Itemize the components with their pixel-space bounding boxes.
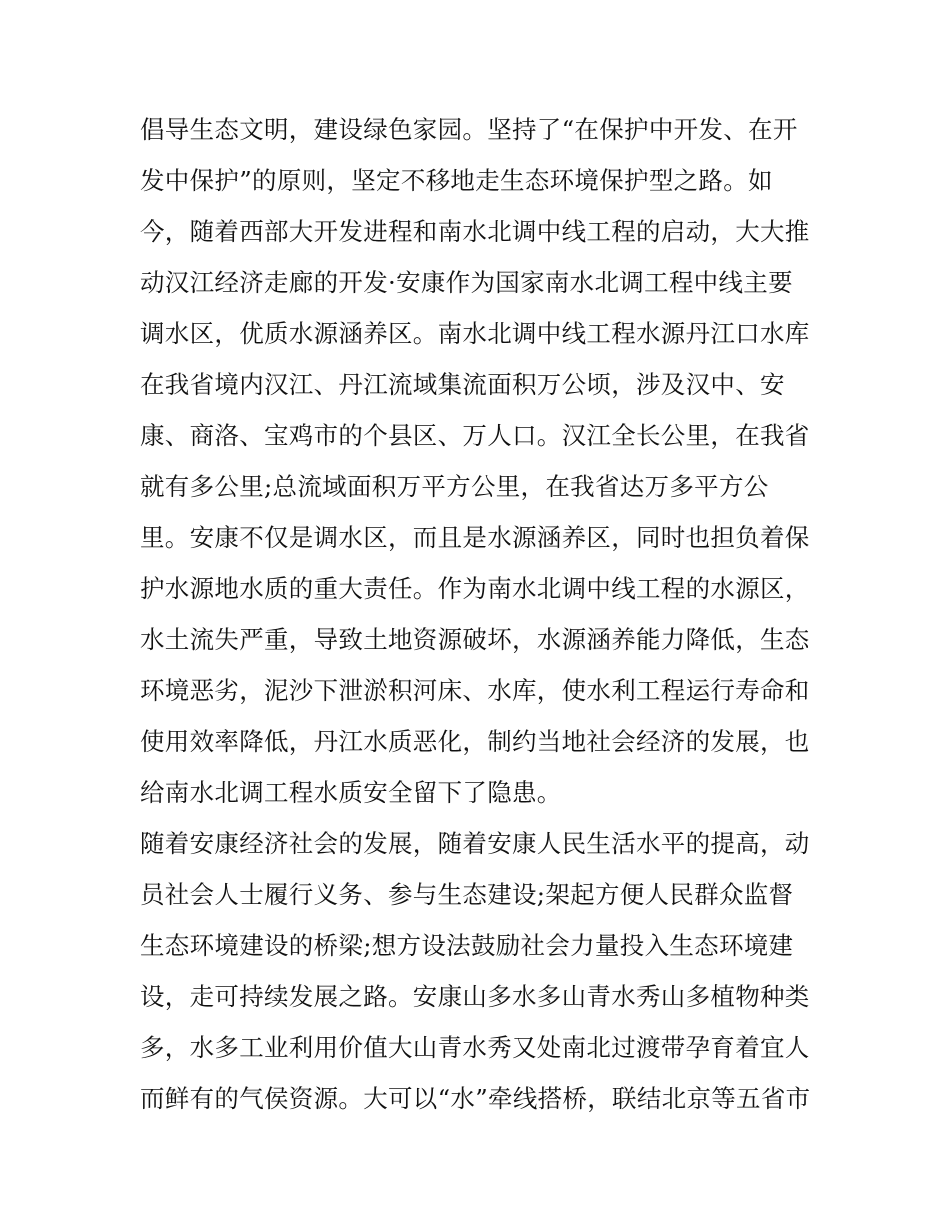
text-line: 在我省境内汉江、丹江流域集流面积万公顷，涉及汉中、安 (140, 370, 785, 399)
text-line: 使用效率降低，丹江水质恶化，制约当地社会经济的发展，也 (140, 727, 810, 756)
text-line: 动汉江经济走廊的开发·安康作为国家南水北调工程中线主要 (140, 268, 793, 297)
text-line: 康、商洛、宝鸡市的个县区、万人口。汉江全长公里，在我省 (140, 421, 810, 450)
text-line: 环境恶劣，泥沙下泄淤积河床、水库，使水利工程运行寿命和 (140, 676, 810, 705)
text-line: 今，随着西部大开发进程和南水北调中线工程的启动，大大推 (140, 217, 810, 246)
text-line: 随着安康经济社会的发展，随着安康人民生活水平的提高，动 (140, 829, 810, 858)
text-line: 多，水多工业利用价值大山青水秀又处南北过渡带孕育着宜人 (140, 1033, 810, 1062)
text-line: 调水区，优质水源涵养区。南水北调中线工程水源丹江口水库 (140, 319, 810, 348)
text-line: 而鲜有的气侯资源。大可以“水”牵线搭桥，联结北京等五省市 (140, 1084, 811, 1113)
text-line: 就有多公里;总流域面积万平方公里，在我省达万多平方公 (140, 472, 769, 501)
text-line: 生态环境建设的桥梁;想方设法鼓励社会力量投入生态环境建 (140, 931, 794, 960)
text-line: 里。安康不仅是调水区，而且是水源涵养区，同时也担负着保 (140, 523, 810, 552)
text-line: 护水源地水质的重大责任。作为南水北调中线工程的水源区， (140, 574, 810, 603)
text-line: 设，走可持续发展之路。安康山多水多山青水秀山多植物种类 (140, 982, 810, 1011)
text-line: 员社会人士履行义务、参与生态建设;架起方便人民群众监督 (140, 880, 794, 909)
text-line: 发中保护”的原则，坚定不移地走生态环境保护型之路。如 (140, 166, 773, 195)
text-line: 倡导生态文明，建设绿色家园。坚持了“在保护中开发、在开 (140, 115, 798, 144)
text-line: 水土流失严重，导致土地资源破坏，水源涵养能力降低，生态 (140, 625, 810, 654)
paragraph (140, 104, 820, 1124)
text-line: 给南水北调工程水质安全留下了隐患。 (140, 778, 562, 807)
